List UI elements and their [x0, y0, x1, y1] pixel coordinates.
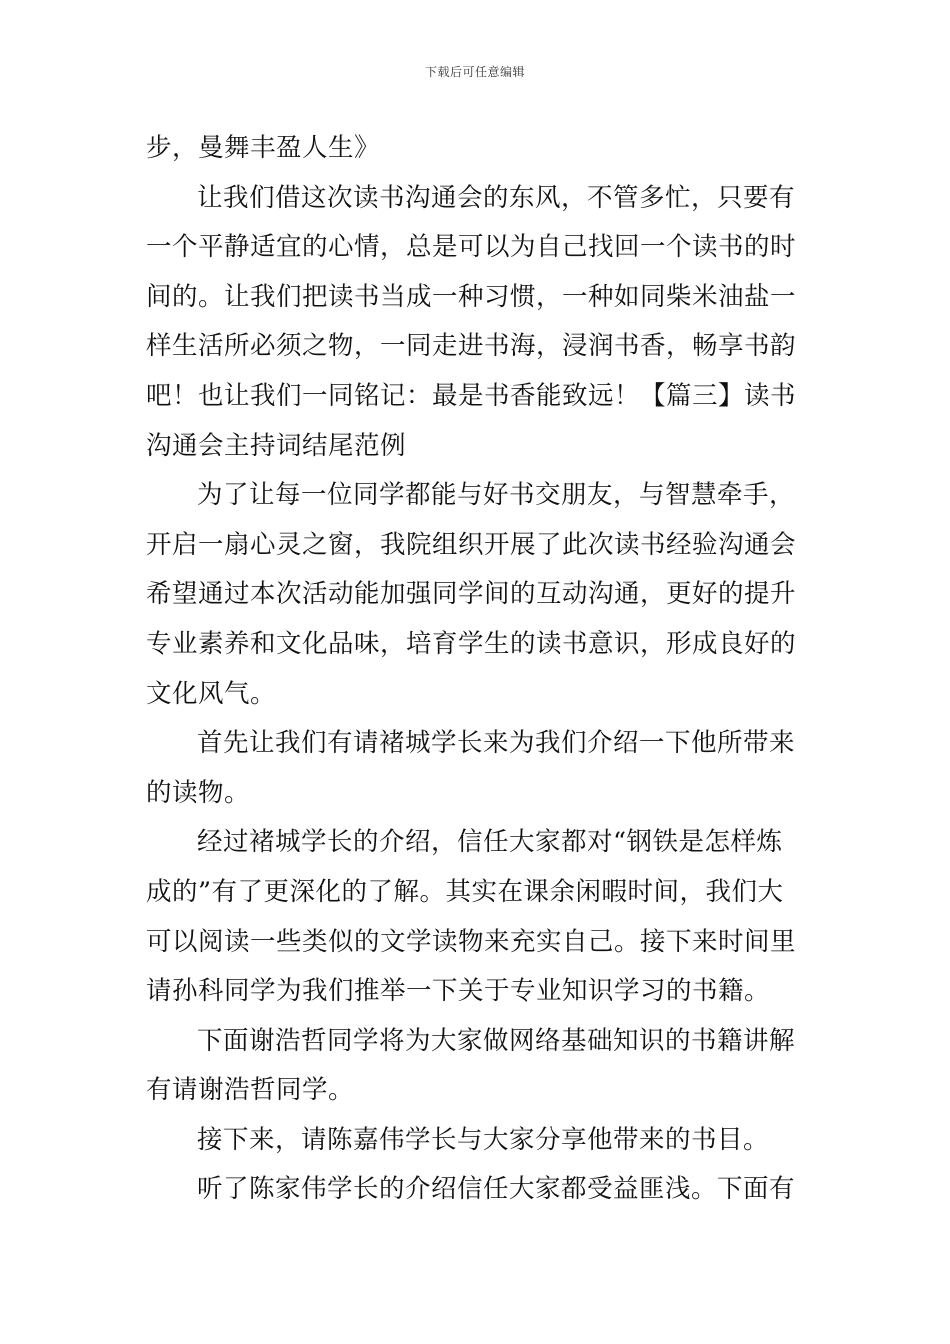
text-line: 可以阅读一些类似的文学读物来充实自己。接下来时间里	[146, 926, 797, 957]
text-line: 一个平静适宜的心情，总是可以为自己找回一个读书的时	[146, 232, 797, 263]
text-line: 下面谢浩哲同学将为大家做网络基础知识的书籍讲解	[197, 1025, 796, 1056]
page-header: 下载后可任意编辑	[424, 65, 525, 79]
text-line: 希望通过本次活动能加强同学间的互动沟通，更好的提升	[146, 579, 797, 610]
text-line: 文化风气。	[146, 678, 277, 709]
text-line: 听了陈家伟学长的介绍信任大家都受益匪浅。下面有	[197, 1174, 796, 1205]
text-line: 为了让每一位同学都能与好书交朋友，与智慧牵手，	[197, 480, 796, 511]
text-line: 专业素养和文化品味，培育学生的读书意识，形成良好的	[146, 628, 797, 659]
text-line: 沟通会主持词结尾范例	[146, 430, 407, 461]
text-line: 步，曼舞丰盈人生》	[146, 133, 381, 163]
document-body	[146, 124, 810, 1215]
text-line: 的读物。	[146, 777, 251, 808]
text-line: 吧！也让我们一同铭记：最是书香能致远！【篇三】读书	[146, 380, 797, 411]
text-line: 经过褚城学长的介绍，信任大家都对“钢铁是怎样炼	[197, 827, 783, 858]
text-line: 成的”有了更深化的了解。其实在课余闲暇时间，我们大	[146, 876, 784, 907]
text-line: 请孙科同学为我们推举一下关于专业知识学习的书籍。	[146, 976, 771, 1007]
text-line: 间的。让我们把读书当成一种习惯，一种如同柴米油盐一	[146, 281, 797, 312]
text-line: 有请谢浩哲同学。	[146, 1075, 355, 1106]
text-line: 开启一扇心灵之窗，我院组织开展了此次读书经验沟通会	[146, 529, 797, 560]
text-line: 让我们借这次读书沟通会的东风，不管多忙，只要有	[197, 182, 796, 213]
text-line: 样生活所必须之物，一同走进书海，浸润书香，畅享书韵	[146, 331, 797, 362]
text-line: 首先让我们有请褚城学长来为我们介绍一下他所带来	[197, 728, 796, 759]
text-line: 接下来，请陈嘉伟学长与大家分享他带来的书目。	[197, 1124, 770, 1155]
